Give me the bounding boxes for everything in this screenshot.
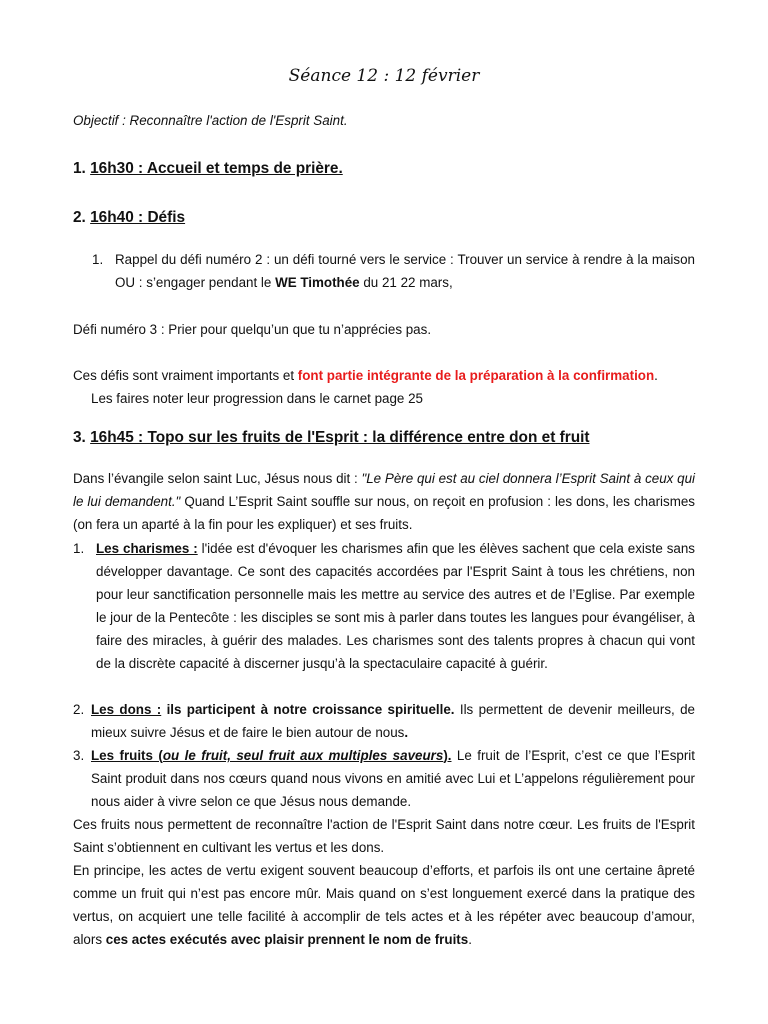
defis-note-text-a: Ces défis sont vraiment importants et: [73, 368, 298, 383]
defi-item-text-b: du 21 22 mars,: [359, 275, 453, 290]
section-2-heading: [73, 209, 185, 227]
dons-text: Ils permettent de devenir meilleurs, de mieux suivre Jésus et de faire le bien autour de nous: [91, 702, 695, 740]
fruits-label-c: ).: [443, 748, 452, 763]
section-3-heading: [73, 429, 590, 447]
fruits-number: 3.: [73, 748, 85, 763]
charismes-number: 1.: [73, 541, 85, 556]
dons-number: 2.: [73, 702, 85, 717]
dons-item: [91, 698, 695, 744]
charismes-text: l'idée est d'évoquer les charismes afin que les élèves sachent que cela existe sans développer davantage. Ce sont des capacités accordées par l'Esprit Saint à tous les chrétiens, non pour leur sanctification personnelle mais les mettre au service des autres et de l’Eglise. Par exemple le jour de la Pentecôte : les disciples se sont mis à parler dans toutes les langues pour évangéliser, à faire des miracles, à guérir des malades. Les charismes sont des talents propres à chacun qui vont de la discrète capacité à discerner jusqu’à la spectaculaire capacité à guérir.: [96, 541, 695, 671]
page-title: Séance 12 : 12 février: [288, 66, 480, 86]
defis-note-paragraph: [73, 364, 695, 410]
section-1-title: 16h30 : Accueil et temps de prière.: [90, 160, 343, 177]
intro-quote: "Le Père qui est au ciel donnera l’Esprit Saint à ceux qui le lui demandent.": [73, 471, 696, 509]
closing-2-text-b: .: [468, 932, 472, 947]
closing-2-bold: ces actes exécutés avec plaisir prennent le nom de fruits: [105, 932, 469, 947]
defis-note-text-b: .: [654, 368, 658, 383]
intro-paragraph: [73, 467, 695, 536]
fruits-label-b: ou le fruit, seul fruit aux multiples saveurs: [162, 748, 444, 763]
closing-paragraph-2: [73, 859, 695, 951]
dons-label: Les dons :: [91, 702, 162, 717]
section-3-number: 3.: [73, 429, 86, 446]
fruits-item: [91, 744, 695, 813]
charismes-label: Les charismes :: [96, 541, 198, 556]
dons-bold: ils participent à notre croissance spirituelle.: [161, 702, 455, 717]
dons-end: .: [404, 725, 409, 740]
section-1-heading: [73, 160, 343, 178]
section-1-number: 1.: [73, 160, 86, 177]
fruits-label-a: Les fruits (: [91, 748, 163, 763]
section-3-title: 16h45 : Topo sur les fruits de l'Esprit : la différence entre don et fruit: [90, 429, 590, 446]
defis-note-highlight: font partie intégrante de la préparation à la confirmation: [297, 368, 655, 383]
charismes-item: [96, 537, 695, 675]
fruits-text: Le fruit de l’Esprit, c’est ce que l’Esprit Saint produit dans nos cœurs quand nous vivons en amitié avec Lui et L’appelons régulièrement pour nous aider à vivre selon ce que Jésus nous demande.: [91, 748, 696, 809]
intro-text-a: Dans l’évangile selon saint Luc, Jésus nous dit :: [73, 471, 362, 486]
fruits-label: [91, 748, 452, 763]
defi-item-text-a: Rappel du défi numéro 2 : un défi tourné vers le service : Trouver un service à rendre à la maison OU : s’engager pendant le: [115, 252, 695, 290]
defi-item-number: 1.: [92, 252, 104, 267]
defi-item-1: [115, 248, 695, 294]
defis-note-line-1: [73, 364, 695, 387]
closing-2-text-a: En principe, les actes de vertu exigent souvent beaucoup d’efforts, et parfois ils ont une certaine âpreté comme un fruit qui n’est pas encore mûr. Mais quand on s’est longuement exercé dans la pratique des vertus, on acquiert une telle facilité à accomplir de tels actes et à les répéter avec beaucoup d’amour, alors: [73, 863, 695, 947]
section-2-title: 16h40 : Défis: [90, 209, 186, 226]
intro-text-b: Quand L’Esprit Saint souffle sur nous, on reçoit en profusion : les dons, les charismes (on fera un aparté à la fin pour les expliquer) et ses fruits.: [73, 494, 695, 532]
defi-3-paragraph: Défi numéro 3 : Prier pour quelqu’un que tu n’apprécies pas.: [73, 322, 432, 337]
defis-note-line-2: Les faires noter leur progression dans le carnet page 25: [91, 391, 423, 406]
objective-line: Objectif : Reconnaître l'action de l'Esprit Saint.: [73, 113, 348, 128]
section-2-number: 2.: [73, 209, 86, 226]
defi-item-bold: WE Timothée: [275, 275, 360, 290]
closing-paragraph-1: Ces fruits nous permettent de reconnaître l'action de l'Esprit Saint dans notre cœur. Les fruits de l'Esprit Saint s’obtiennent en cultivant les vertus et les dons.: [73, 817, 695, 855]
